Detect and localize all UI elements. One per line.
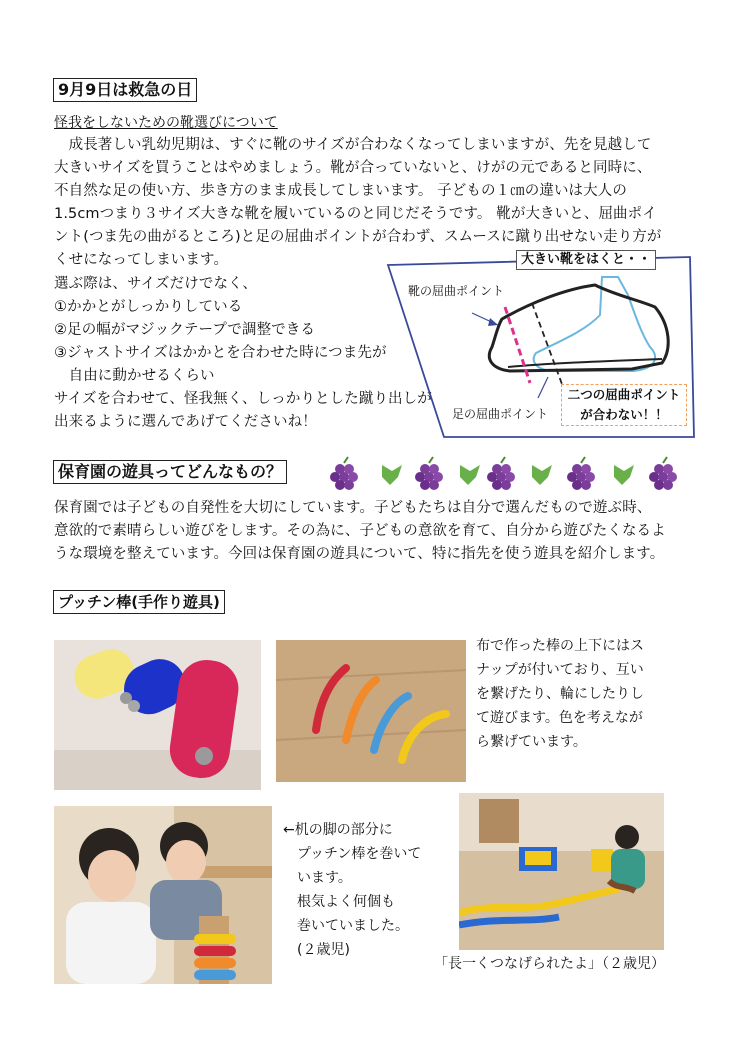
- points-line: ①かかとがしっかりしている: [54, 299, 243, 315]
- section1-subtitle: 怪我をしないための靴選びについて: [54, 115, 278, 131]
- photo-fabric-rods: [54, 640, 261, 790]
- shoe-flex-label: 靴の屈曲ポイント: [408, 284, 505, 298]
- paragraph-line: 意欲的で素晴らしい遊びをします。その為に、子どもの意欲を育て、自分から遊びたくなるよ: [54, 523, 666, 539]
- grapes-icon: [415, 457, 443, 490]
- description-line: ら繋げています。: [476, 734, 587, 750]
- photo-long-chain: [459, 793, 664, 950]
- callout-line: が合わない！！: [580, 407, 668, 422]
- grapes-icon: [330, 457, 358, 490]
- grapes-icon: [487, 457, 515, 490]
- description-line: を繋げたり、輪にしたりし: [476, 686, 644, 702]
- photo-children-table-leg: [54, 806, 272, 984]
- description-line: 布で作った棒の上下にはス: [476, 638, 644, 654]
- caption-line: プッチン棒を巻いて: [283, 846, 422, 862]
- paragraph-line: くせになってしまいます。: [54, 252, 229, 268]
- mismatch-callout: [561, 384, 687, 426]
- paragraph-line: うな環境を整えています。今回は保育園の遊具について、特に指先を使う遊具を紹介します。: [54, 546, 665, 562]
- paragraph-line: ント(つま先の曲がるところ)と足の屈曲ポイントが合わず、スムースに蹴り出せない走り方が: [54, 229, 662, 245]
- caption-line: ←机の脚の部分に: [283, 822, 393, 838]
- description-line: て遊びます。色を考えなが: [476, 710, 643, 726]
- description-line: ナップが付いており、互い: [476, 662, 644, 678]
- points-line: 出来るように選んであげてくださいね！: [54, 414, 317, 430]
- points-line: ③ジャストサイズはかかとを合わせた時につま先が: [54, 345, 387, 361]
- foot-flex-label: 足の屈曲ポイント: [452, 407, 549, 421]
- paragraph-line: 1.5cmつまり３サイズ大きな靴を履いているのと同じだそうです。 靴が大きいと、屈曲ポイ: [54, 206, 657, 222]
- callout-line: 二つの屈曲ポイント: [567, 387, 681, 402]
- caption-line: 根気よく何個も: [283, 894, 395, 910]
- section2-paragraph: [54, 497, 666, 566]
- points-line: ②足の幅がマジックテープで調整できる: [54, 322, 316, 338]
- points-line: 自由に動かせるくらい: [54, 368, 215, 384]
- paragraph-line: 不自然な足の使い方、歩き方のまま成長してしまいます。 子どもの１㎝の違いは大人の: [54, 183, 627, 199]
- grape-leaf-border: [322, 455, 692, 493]
- grapes-icon: [567, 457, 595, 490]
- paragraph-line: 大きいサイズを買うことはやめましょう。靴が合っていないと、けがの元であると同時に、: [54, 160, 652, 176]
- table-leg-caption: [283, 818, 421, 962]
- points-line: 選ぶ際は、サイズだけでなく、: [54, 276, 257, 292]
- caption-line: 巻いていました。: [283, 918, 409, 934]
- points-line: サイズを合わせて、怪我無く、しっかりとした蹴り出しが: [54, 391, 432, 407]
- leaf-icon: [532, 465, 552, 485]
- shoe-fit-diagram: [380, 252, 700, 445]
- section2-title: 保育園の遊具ってどんなもの？: [53, 460, 287, 484]
- selection-points: [54, 273, 432, 434]
- paragraph-line: 成長著しい乳幼児期は、すぐに靴のサイズが合わなくなってしまいますが、先を見越して: [54, 137, 652, 153]
- caption-line: います。: [283, 870, 352, 886]
- long-chain-caption: 「長一くつなげられたよ」（２歳児）: [434, 956, 665, 972]
- section1-title: 9月9日は救急の日: [53, 78, 197, 102]
- section3-title: プッチン棒(手作り遊具): [53, 590, 225, 614]
- rods-description: [476, 634, 644, 754]
- caption-line: (２歳児): [283, 942, 350, 958]
- leaf-icon: [614, 465, 634, 485]
- leaf-icon: [382, 465, 402, 485]
- paragraph-line: 保育園では子どもの自発性を大切にしています。子どもたちは自分で選んだもので遊ぶ時、: [54, 500, 652, 516]
- photo-rods-on-floor: [276, 640, 466, 782]
- grapes-icon: [649, 457, 677, 490]
- diagram-header: 大きい靴をはくと・・: [516, 250, 656, 270]
- leaf-icon: [460, 465, 480, 485]
